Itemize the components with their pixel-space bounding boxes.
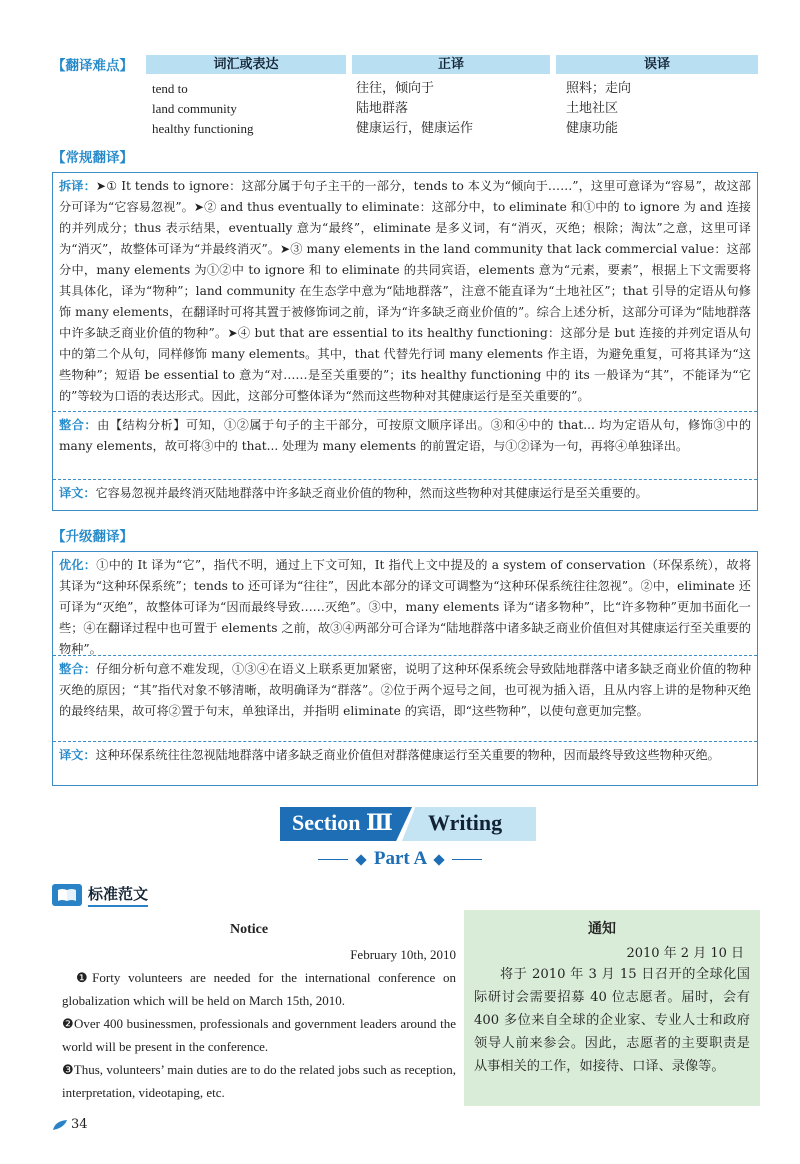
translation-label: 译文： <box>59 748 96 762</box>
advanced-combine <box>53 655 757 741</box>
chinese-essay <box>464 910 760 1106</box>
combine-label: 整合： <box>59 662 97 676</box>
analysis-text: ➤① It tends to ignore：这部分属于句子主干的一部分，tends to 本义为“倾向于……”，这里可意译为“容易”，故这部分可译为“它容易忽视”。➤② and thus eventually to eliminate：这部分中，to eliminate 和①中的 to ignore 为 and 连接的并列成分；thus 表示结果，eventually 意为“最终”，eliminate 是多义词，有“消灭，灭绝；根除；淘汰”之意，这里可译为“消灭”，故整体可译为“并最终消灭”。➤③ many elements in the land community that lack commercial value：这部分中，many elements 为①②中 to ignore 和 to eliminate 的共同宾语，elements 意为“元素，要素”，根据上下文需要将其具体化，译为“物种”；land community 在生态学中意为“陆地群落”，注意不能直译为“土地社区”；that 引导的定语从句修饰 many elements，在翻译时可将其置于被修饰词之前，译为“许多缺乏商业价值的”。综合上述分析，这部分可译为“陆地群落中许多缺乏商业价值的物种”。➤④ but that are essential to its healthy functioning：这部分是 but 连接的并列定语从句中的第二个从句，同样修饰 many elements。其中，that 代替先行词 many elements 作主语，为避免重复，可将其译为“这些物种”；短语 be essential to 意为“对……是至关重要的”；its healthy functioning 中的 its 一般译为“其”，不能译为“它的”等较为口语的表达形式。因此，这部分可整体译为“然而这些物种对其健康运行是至关重要的”。 <box>59 179 751 403</box>
advanced-translation <box>53 741 757 785</box>
correct-3: 健康运行，健康运作 <box>356 121 474 136</box>
regular-box <box>52 172 758 511</box>
combine-label: 整合： <box>59 418 98 432</box>
essay-paragraph-1: ❶Forty volunteers are needed for the international conference on globalization which will be held on March 15th, 2010. <box>62 970 456 1008</box>
zh-body: 将于 2010 年 3 月 15 日召开的全球化国际研讨会需要招募 40 位志愿者。届时，会有 400 多位来自全球的企业家、专业人士和政府领导人前来参会。因此，志愿者的主要职责是从事相关的工作，如接待、口译、录像等。 <box>474 967 750 1074</box>
header-correct: 正译 <box>352 55 550 74</box>
header-wrong: 误译 <box>556 55 758 74</box>
regular-translation <box>53 479 757 509</box>
book-icon <box>52 884 82 906</box>
optimize-text: ①中的 It 译为“它”，指代不明，通过上下文可知，It 指代上文中提及的 a system of conservation（环保系统），故将其译为“这种环保系统”；tends to 还可译为“往往”，因此本部分的译文可调整为“这种环保系统往往忽视”。②中，eliminate 还可译为“灭绝”，故整体可译为“因而最终导致……灭绝”。③中，many elements 译为“诸多物种”，比“许多物种”更加书面化一些；④在翻译过程中也可置于 elements 之前，故③④两部分可合译为“陆地群落中诸多缺乏商业价值但对其健康运行至关重要的物种”。 <box>59 558 752 656</box>
translation-label: 译文： <box>59 486 96 500</box>
english-essay <box>62 918 456 1104</box>
part-label: Part A <box>373 848 427 869</box>
header-expression: 词汇或表达 <box>146 55 346 74</box>
essay-date: February 10th, 2010 <box>350 947 456 962</box>
translation-text: 这种环保系统往往忽视陆地群落中诸多缺乏商业价值但对群落健康运行至关重要的物种，因而最终导致这些物种灭绝。 <box>95 748 720 762</box>
zh-date: 2010 年 2 月 10 日 <box>626 946 744 961</box>
advanced-box <box>52 551 758 786</box>
term-3: healthy functioning <box>152 121 254 136</box>
combine-text: 仔细分析句意不难发现，①③④在语义上联系更加紧密，说明了这种环保系统会导致陆地群落中诸多缺乏商业价值的物种灭绝的原因；“其”指代对象不够清晰，故明确译为“群落”。②位于两个逗号之间，也可视为插入语，且从内容上讲的是物种灭绝的最终结果，故可将②置于句末，单独译出，并指明 eliminate 的宾语，即“这些物种”，以使句意更加完整。 <box>59 662 752 718</box>
wrong-3: 健康功能 <box>566 121 619 136</box>
regular-combine <box>53 411 757 479</box>
wrong-2: 土地社区 <box>566 101 619 116</box>
essay-title: Notice <box>229 922 269 937</box>
page-footer <box>52 1117 88 1132</box>
part-rule-right <box>452 859 482 860</box>
term-1: tend to <box>152 81 188 96</box>
part-diamond-left <box>355 854 366 865</box>
essay-paragraph-3: ❸Thus, volunteers’ main duties are to do the related jobs such as reception, interpretation, videotaping, etc. <box>62 1062 456 1100</box>
model-label: 标准范文 <box>88 883 148 907</box>
advanced-optimize <box>53 552 757 655</box>
correct-1: 往往，倾向于 <box>356 81 435 96</box>
page-number: 34 <box>71 1117 88 1132</box>
part-rule-left <box>318 859 348 860</box>
section-banner <box>280 807 536 841</box>
model-header <box>52 882 148 908</box>
optimize-label: 优化： <box>59 558 97 572</box>
translation-text: 它容易忽视并最终消灭陆地群落中许多缺乏商业价值的物种，然而这些物种对其健康运行是至关重要的。 <box>95 486 648 500</box>
combine-text: 由【结构分析】可知，①②属于句子的主干部分，可按原文顺序译出。③和④中的 that... 均为定语从句，修饰③中的 many elements，故可将③中的 that... 处理为 many elements 的前置定语，与①②译为一句，再将④单独译出。 <box>59 418 752 453</box>
regular-tag: 【常规翻译】 <box>52 150 133 166</box>
advanced-tag: 【升级翻译】 <box>52 529 133 545</box>
part-title <box>300 848 500 872</box>
section-title: Writing <box>428 810 503 835</box>
term-2: land community <box>152 101 237 116</box>
part-diamond-right <box>433 854 444 865</box>
correct-2: 陆地群落 <box>356 101 409 116</box>
analysis-label: 拆译： <box>59 179 96 193</box>
section-number: Section Ⅲ <box>292 810 393 835</box>
zh-title: 通知 <box>588 921 616 937</box>
essay-paragraph-2: ❷Over 400 businessmen, professionals and government leaders around the world will be present in the conference. <box>62 1016 456 1054</box>
wrong-1: 照料；走向 <box>566 81 632 96</box>
difficulty-tag: 【翻译难点】 <box>52 58 133 74</box>
leaf-icon <box>52 1119 68 1131</box>
regular-analysis <box>53 173 757 411</box>
